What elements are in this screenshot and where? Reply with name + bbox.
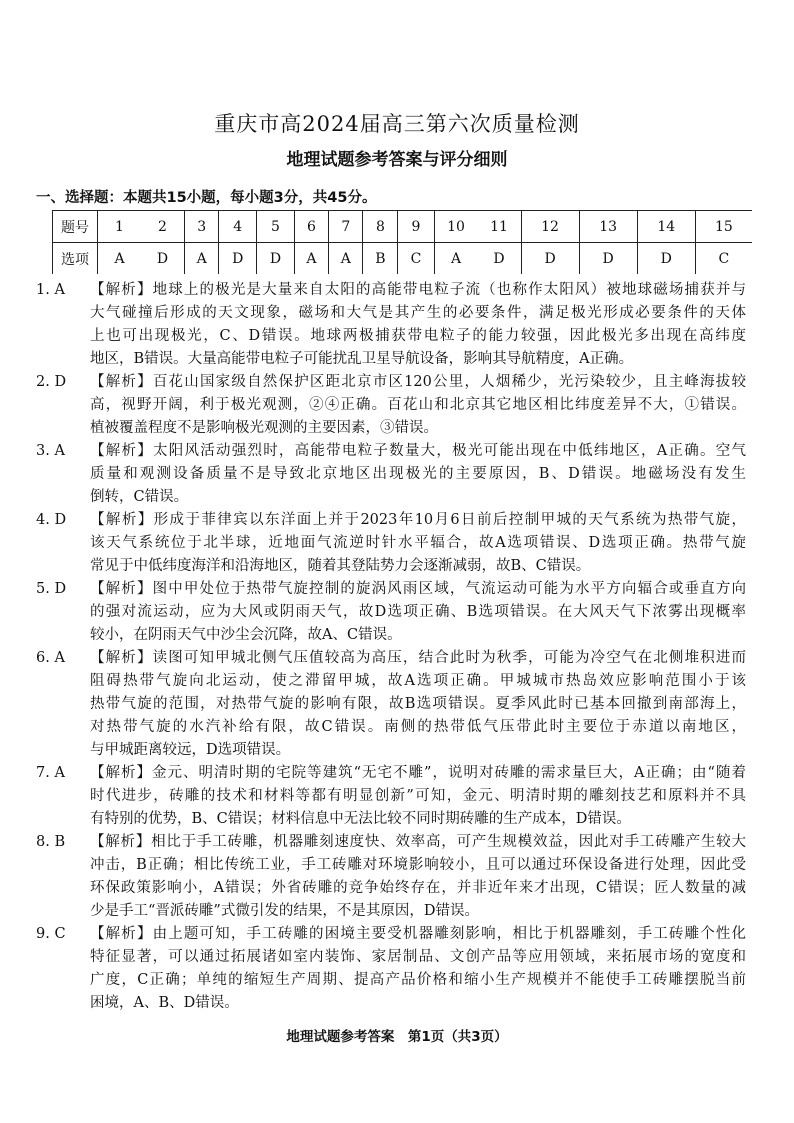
answer-choice: A <box>185 243 219 275</box>
explanation-item <box>36 440 746 509</box>
table-cell <box>98 243 185 275</box>
explanation-line: 少是手工“晋派砖雕”式微引发的结果，不是其原因，D错误。 <box>90 903 479 919</box>
explanation-item <box>36 831 746 923</box>
explanation-line: 有特别的优势，B、C错误；材料信息中无法比较不同时期砖雕的生产成本，D错误。 <box>90 811 631 827</box>
explanation-line: 倒转，C错误。 <box>90 489 189 505</box>
document-subtitle: 地理试题参考答案与评分细则 <box>286 150 508 170</box>
question-number: 7 <box>329 211 363 243</box>
table-cell <box>434 243 521 275</box>
question-number: 8 <box>363 211 398 243</box>
item-number: 3. A <box>36 443 65 459</box>
answer-choice: C <box>398 243 434 275</box>
table-row-label: 题号 <box>53 211 98 243</box>
item-number: 6. A <box>36 650 65 666</box>
explanation-item <box>36 371 746 440</box>
answer-choice: D <box>257 243 295 275</box>
answer-choice: D <box>579 243 637 275</box>
explanation-line: 较小，在阴雨天气中沙尘会沉降，故A、C错误。 <box>90 627 402 643</box>
answer-choice: A <box>450 250 462 267</box>
question-number-row <box>53 211 753 243</box>
item-number: 4. D <box>36 512 67 528</box>
explanation-line: 对热带气旋的水汽补给有限，故C错误。南侧的热带低气压带此时主要位于赤道以南地区， <box>90 719 746 735</box>
explanation-line: 时代进步，砖雕的技术和材料等都有明显创新”可知，金元、明清时期的雕刻技艺和原料并不具 <box>90 788 746 804</box>
explanation-item <box>36 923 746 1015</box>
explanation-line: 环保政策影响小，A错误；外省砖雕的竞争始终存在，并非近年来才出现，C错误；匠人数量的减 <box>90 880 746 896</box>
explanation-line: 【解析】地球上的极光是大量来自太阳的高能带电粒子流（也称作太阳风）被地球磁场捕获并与 <box>90 282 746 298</box>
answer-choice: D <box>493 250 505 267</box>
answer-choice: D <box>156 250 169 267</box>
question-number: 15 <box>695 211 752 243</box>
item-number: 8. B <box>36 834 66 850</box>
answer-choice: A <box>329 243 363 275</box>
explanation-line: 质量和观测设备质量不是导致北京地区出现极光的主要原因，B、D错误。地磁场没有发生 <box>90 466 746 482</box>
explanation-line: 常见于中低纬度海洋和沿海地区，随着其登陆势力会逐渐减弱，故B、C错误。 <box>90 558 591 574</box>
question-number: 1 <box>115 218 124 235</box>
explanation-line: 高，视野开阔，利于极光观测，②④正确。百花山和北京其它地区相比纬度差异不大，①错误。 <box>90 397 746 413</box>
explanation-line: 冲击，B正确；相比传统工业，手工砖雕对环境影响较小，且可以通过环保设备进行处理，因此受 <box>90 857 746 873</box>
explanation-item <box>36 509 746 578</box>
answer-row <box>53 243 753 275</box>
document-title: 重庆市高2024届高三第六次质量检测 <box>214 112 580 136</box>
explanation-line: 大气碰撞后形成的天文现象，磁场和大气是其产生的必要条件，满足极光形成必要条件的天体 <box>90 305 746 321</box>
explanation-line: 阻碍热带气旋向北运动，使之滞留甲城，故A选项正确。甲城城市热岛效应影响范围小于该 <box>90 673 746 689</box>
explanation-line: 地区，B错误。大量高能带电粒子可能扰乱卫星导航设备，影响其导航精度，A正确。 <box>90 351 634 367</box>
answer-choice: B <box>363 243 398 275</box>
explanation-line: 【解析】金元、明清时期的宅院等建筑“无宅不雕”，说明对砖雕的需求量巨大，A正确；由“随着 <box>90 765 746 781</box>
table-row-label: 选项 <box>53 243 98 275</box>
item-number: 1. A <box>36 282 65 298</box>
explanation-line: 【解析】太阳风活动强烈时，高能带电粒子数量大，极光可能出现在中低纬地区，A正确。空气 <box>90 443 746 459</box>
question-number: 2 <box>158 218 167 235</box>
explanation-line: 特征显著，可以通过拓展诸如室内装饰、家居制品、文创产品等应用领域，来拓展市场的宽度和 <box>90 949 746 965</box>
explanation-item <box>36 578 746 647</box>
explanations <box>36 279 746 1015</box>
item-number: 9. C <box>36 926 66 942</box>
explanation-line: 的强对流运动，应为大风或阴雨天气，故D选项正确、B选项错误。在大风天气下浓雾出现概率 <box>90 604 746 620</box>
answer-table <box>52 210 752 274</box>
explanation-line: 植被覆盖程度不是影响极光观测的主要因素，③错误。 <box>90 420 438 436</box>
item-number: 7. A <box>36 765 65 781</box>
explanation-line: 广度，C正确；单纯的缩短生产周期、提高产品价格和缩小生产规模并不能使手工砖雕摆脱当前 <box>90 972 746 988</box>
question-number: 14 <box>637 211 695 243</box>
question-number: 5 <box>257 211 295 243</box>
question-number: 10 <box>447 218 465 235</box>
table-cell <box>434 211 521 243</box>
answer-choice: D <box>521 243 579 275</box>
explanation-line: 困境，A、B、D错误。 <box>90 995 239 1011</box>
answer-choice: A <box>294 243 328 275</box>
question-number: 9 <box>398 211 434 243</box>
explanation-line: 【解析】百花山国家级自然保护区距北京市区120公里，人烟稀少，光污染较少，且主峰海拔较 <box>90 374 746 390</box>
explanation-item <box>36 647 746 762</box>
page-footer: 地理试题参考答案 第1页（共3页） <box>286 1029 508 1045</box>
question-number: 11 <box>490 218 508 235</box>
question-number: 13 <box>579 211 637 243</box>
explanation-line: 【解析】由上题可知，手工砖雕的困境主要受机器雕刻影响，相比于机器雕刻，手工砖雕个性化 <box>90 926 746 942</box>
explanation-line: 该天气系统位于北半球，近地面气流逆时针水平辐合，故A选项错误、D选项正确。热带气旋 <box>90 535 746 551</box>
item-number: 5. D <box>36 581 67 597</box>
explanation-line: 【解析】图中甲处位于热带气旋控制的旋涡风雨区域，气流运动可能为水平方向辐合或垂直方向 <box>90 581 746 597</box>
explanation-line: 【解析】相比于手工砖雕，机器雕刻速度快、效率高，可产生规模效益，因此对手工砖雕产生较大 <box>90 834 746 850</box>
answer-choice: A <box>114 250 125 267</box>
explanation-line: 热带气旋的范围，对热带气旋的影响有限，故B选项错误。夏季风此时已基本回撤到南部海上， <box>90 696 746 712</box>
answer-choice: C <box>695 243 752 275</box>
section-heading: 一、选择题：本题共15小题，每小题3分，共45分。 <box>36 190 377 206</box>
explanation-item <box>36 279 746 371</box>
explanation-line: 上也可出现极光，C、D错误。地球两极捕获带电粒子的能力较强，因此极光多出现在高纬度 <box>90 328 746 344</box>
question-number: 4 <box>219 211 257 243</box>
explanation-line: 【解析】读图可知甲城北侧气压值较高为高压，结合此时为秋季，可能为冷空气在北侧堆积进而 <box>90 650 746 666</box>
explanation-line: 【解析】形成于菲律宾以东洋面上并于2023年10月6日前后控制甲城的天气系统为热带气旋， <box>90 512 746 528</box>
table-cell <box>98 211 185 243</box>
question-number: 12 <box>521 211 579 243</box>
explanation-line: 与甲城距离较远，D选项错误。 <box>90 742 291 758</box>
answer-choice: D <box>219 243 257 275</box>
question-number: 6 <box>294 211 328 243</box>
answer-choice: D <box>637 243 695 275</box>
explanation-item <box>36 762 746 831</box>
item-number: 2. D <box>36 374 67 390</box>
question-number: 3 <box>185 211 219 243</box>
